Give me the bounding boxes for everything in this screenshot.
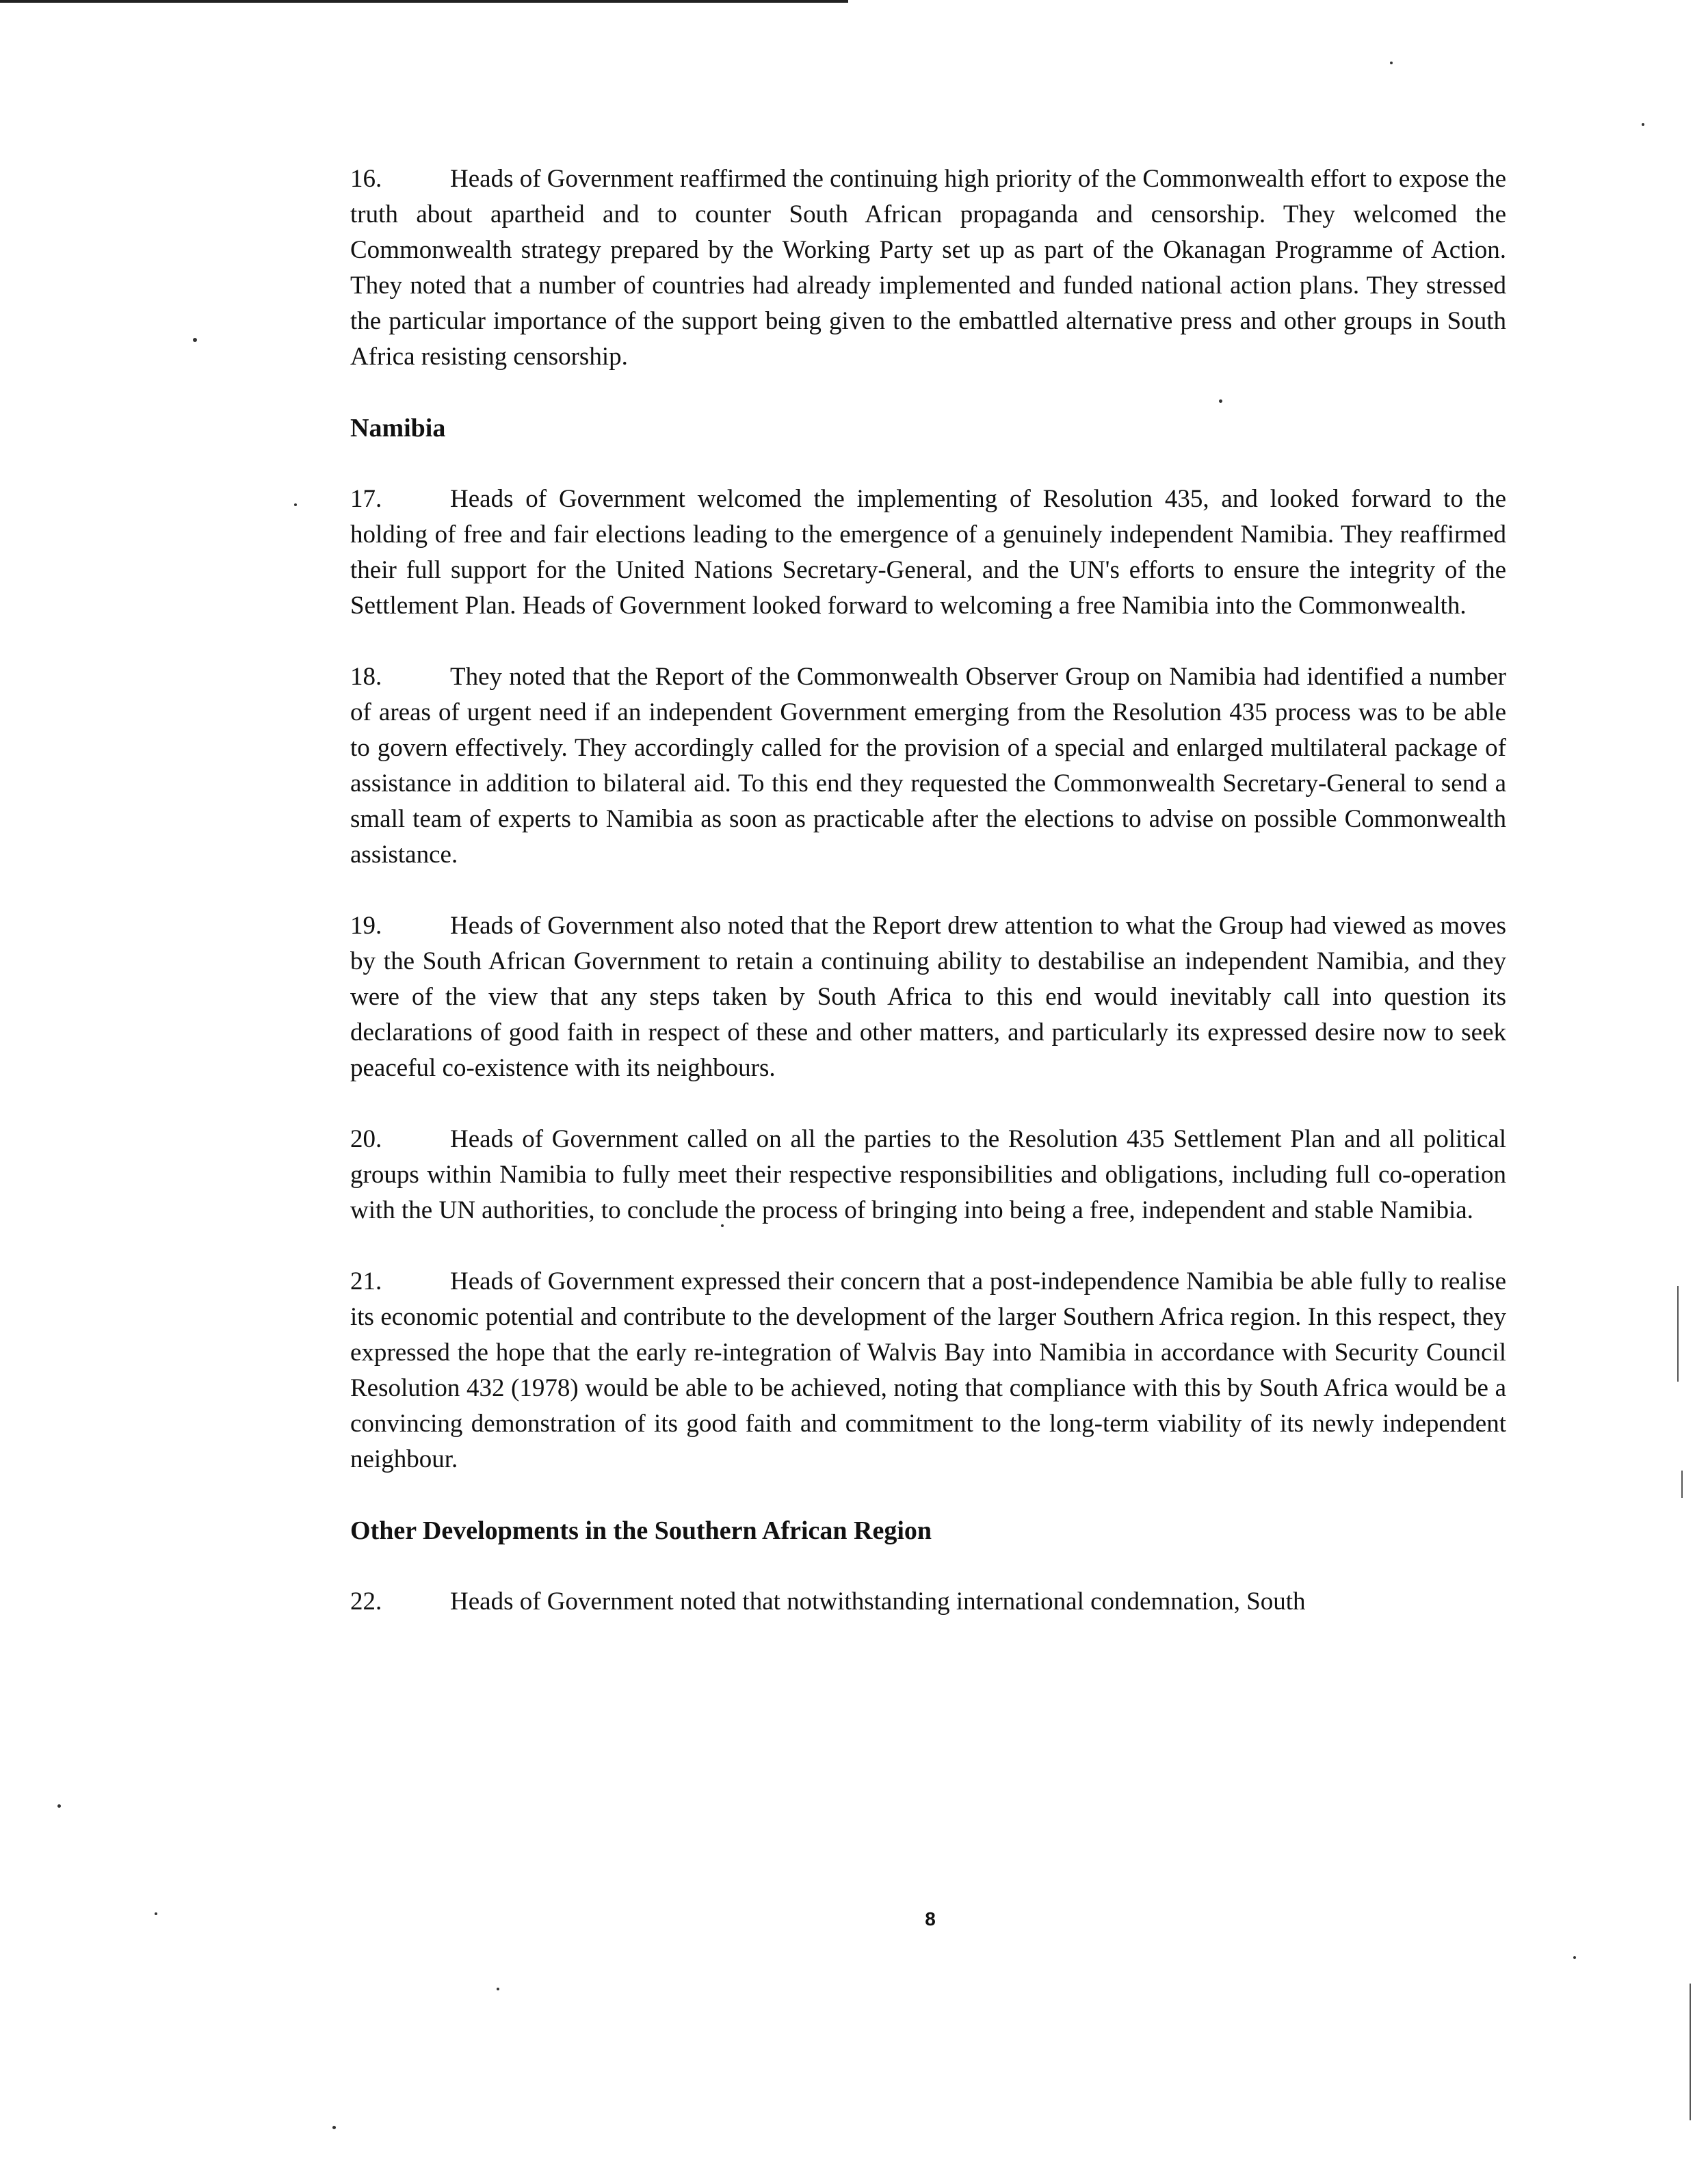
- paragraph-number: 21.: [350, 1267, 382, 1295]
- paragraph-text: They noted that the Report of the Commonwealth Observer Group on Namibia had identified a number of areas of urgent need if an independent Government emerging from the Resolution 435 process was to be able to govern effectively. They accordingly called for the provision of a special and enlarged multilateral package of assistance in addition to bilateral aid. To this end they requested the Commonwealth Secretary-General to send a small team of experts to Namibia as soon as practicable after the elections to advise on possible Commonwealth assistance.: [350, 663, 1506, 869]
- paragraph-19: [350, 908, 1506, 1086]
- paragraph-number: 20.: [350, 1125, 382, 1153]
- scan-edge-mark: [1677, 1286, 1679, 1382]
- page-number: 8: [925, 1908, 936, 1930]
- paragraph-text: Heads of Government also noted that the Report drew attention to what the Group had viewed as moves by the South African Government to retain a continuing ability to destabilise an independent Namibia, and they were of the view that any steps taken by South Africa to this end would inevitably call into question its declarations of good faith in respect of these and other matters, and particularly its expressed desire now to seek peaceful co-existence with its neighbours.: [350, 912, 1506, 1082]
- scan-speck: [1573, 1956, 1576, 1959]
- scan-speck: [497, 1988, 499, 1990]
- scan-edge-mark: [1681, 1471, 1683, 1498]
- paragraph-text: Heads of Government expressed their concern that a post-independence Namibia be able fully to realise its economic potential and contribute to the development of the larger Southern Africa region. In this respect, they expressed the hope that the early re-integration of Walvis Bay into Namibia in accordance with Security Council Resolution 432 (1978) would be able to be achieved, noting that compliance with this by South Africa would be a convincing demonstration of its good faith and commitment to the long-term viability of its newly independent neighbour.: [350, 1267, 1506, 1473]
- scan-speck: [1390, 62, 1393, 64]
- scan-speck: [294, 503, 297, 506]
- top-scan-edge-rule: [0, 0, 848, 3]
- paragraph-number: 16.: [350, 165, 382, 193]
- paragraph-text: Heads of Government noted that notwithstanding international condemnation, South: [450, 1588, 1306, 1616]
- paragraph-22: [350, 1584, 1506, 1620]
- scan-speck: [1642, 123, 1644, 126]
- paragraph-18: [350, 659, 1506, 873]
- scan-speck: [57, 1804, 61, 1808]
- section-heading-other-developments: Other Developments in the Southern African Region: [350, 1516, 932, 1545]
- scan-speck: [155, 1912, 157, 1915]
- paragraph-number: 18.: [350, 663, 382, 691]
- paragraph-17: [350, 482, 1506, 624]
- scan-speck: [721, 1224, 724, 1227]
- paragraph-16: [350, 161, 1506, 375]
- scan-speck: [193, 338, 197, 342]
- section-heading-namibia: Namibia: [350, 414, 446, 443]
- scan-speck: [332, 2126, 336, 2129]
- scan-speck: [1219, 399, 1222, 403]
- paragraph-text: Heads of Government called on all the parties to the Resolution 435 Settlement Plan and all political groups within Namibia to fully meet their respective responsibilities and obligations, including full co-operation with the UN authorities, to conclude the process of bringing into being a free, independent and stable Namibia.: [350, 1125, 1506, 1224]
- paragraph-21: [350, 1264, 1506, 1477]
- paragraph-20: [350, 1122, 1506, 1228]
- scan-edge-mark: [1690, 1984, 1691, 2120]
- document-body: [350, 161, 1506, 1620]
- paragraph-text: Heads of Government welcomed the implementing of Resolution 435, and looked forward to the holding of free and fair elections leading to the emergence of a genuinely independent Namibia. They reaffirmed their full support for the United Nations Secretary-General, and the UN's efforts to ensure the integrity of the Settlement Plan. Heads of Government looked forward to welcoming a free Namibia into the Commonwealth.: [350, 485, 1506, 620]
- paragraph-number: 19.: [350, 912, 382, 940]
- paragraph-number: 17.: [350, 485, 382, 513]
- paragraph-text: Heads of Government reaffirmed the continuing high priority of the Commonwealth effort to expose the truth about apartheid and to counter South African propaganda and censorship. They welcomed the Commonwealth strategy prepared by the Working Party set up as part of the Okanagan Programme of Action. They noted that a number of countries had already implemented and funded national action plans. They stressed the particular importance of the support being given to the embattled alternative press and other groups in South Africa resisting censorship.: [350, 165, 1507, 371]
- paragraph-number: 22.: [350, 1588, 382, 1616]
